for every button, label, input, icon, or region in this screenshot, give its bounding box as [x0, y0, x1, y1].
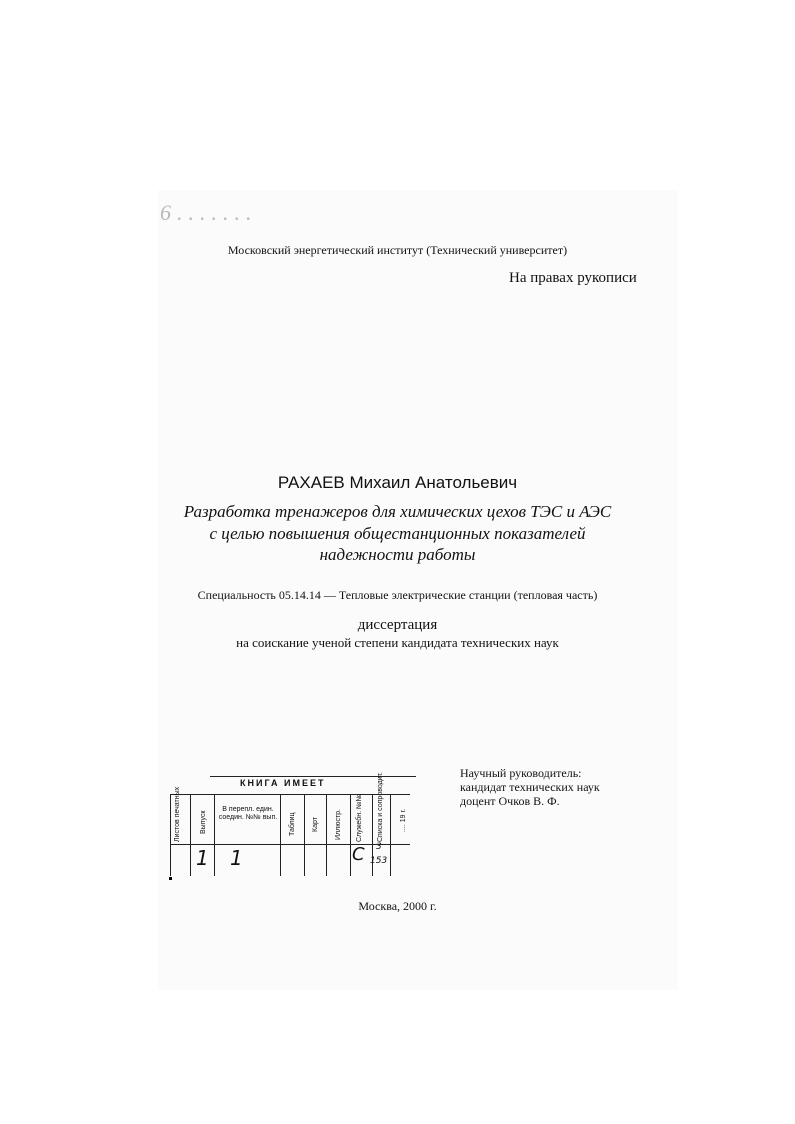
stamp-header: КНИГА ИМЕЕТ — [240, 778, 326, 788]
stamp-col-list: Списка и сопроводит. — [377, 772, 384, 842]
stamp-col-sheets: Листов печатных — [174, 786, 181, 842]
handwritten-mark: 3 — [376, 842, 382, 852]
stamp-col-year: .... 19 г. — [400, 808, 407, 832]
supervisor-line-1: Научный руководитель: — [460, 766, 582, 780]
stamp-col-divider — [280, 794, 281, 876]
library-stamp — [168, 770, 416, 880]
stamp-col-divider — [214, 794, 215, 876]
document-type: диссертация — [357, 617, 438, 633]
handwritten-mark: 1 — [196, 846, 209, 870]
stamp-col-tables: Таблиц — [289, 812, 296, 836]
title-line-3: надежности работы — [319, 545, 476, 564]
stamp-col-divider — [190, 794, 191, 876]
supervisor-line-2: кандидат технических наук — [460, 780, 600, 794]
stamp-col-divider — [390, 794, 391, 876]
supervisor-block — [460, 766, 600, 808]
stamp-col-divider — [350, 794, 351, 876]
handwritten-note: 6....... — [160, 200, 258, 225]
title-line-1: Разработка тренажеров для химических цехов ТЭС и АЭС — [183, 502, 612, 521]
handwritten-mark: 1 — [230, 846, 243, 870]
stamp-col-binding: В перепл. един. соедин. №№ вып. — [218, 806, 278, 821]
stamp-col-maps: Карт — [312, 817, 319, 832]
city-year: Москва, 2000 г. — [358, 899, 437, 913]
stamp-col-divider — [170, 794, 171, 876]
supervisor-line-3: доцент Очков В. Ф. — [460, 794, 560, 808]
stamp-col-illustrations: Иллюстр. — [335, 809, 342, 840]
stamp-col-divider — [326, 794, 327, 876]
author-name: РАХАЕВ Михаил Анатольевич — [277, 473, 518, 492]
specialty-line: Специальность 05.14.14 — Тепловые электрические станции (тепловая часть) — [197, 588, 598, 602]
handwritten-mark: C — [352, 844, 365, 865]
manuscript-note: На правах рукописи — [509, 270, 637, 286]
degree-line: на соискание ученой степени кандидата технических наук — [236, 635, 559, 650]
stamp-rule-upper — [170, 794, 410, 795]
stamp-top-rule — [210, 776, 416, 777]
institute-name: Московский энергетический институт (Технический университет) — [227, 243, 568, 257]
stamp-rule-lower — [170, 844, 410, 845]
handwritten-mark: 153 — [370, 856, 388, 866]
stamp-col-service: Служебн. №№ — [356, 794, 363, 842]
stamp-col-issue: Выпуск — [200, 810, 207, 834]
stamp-col-divider — [304, 794, 305, 876]
title-line-2: с целью повышения общестанционных показателей — [209, 524, 586, 543]
scan-speck — [169, 877, 172, 880]
